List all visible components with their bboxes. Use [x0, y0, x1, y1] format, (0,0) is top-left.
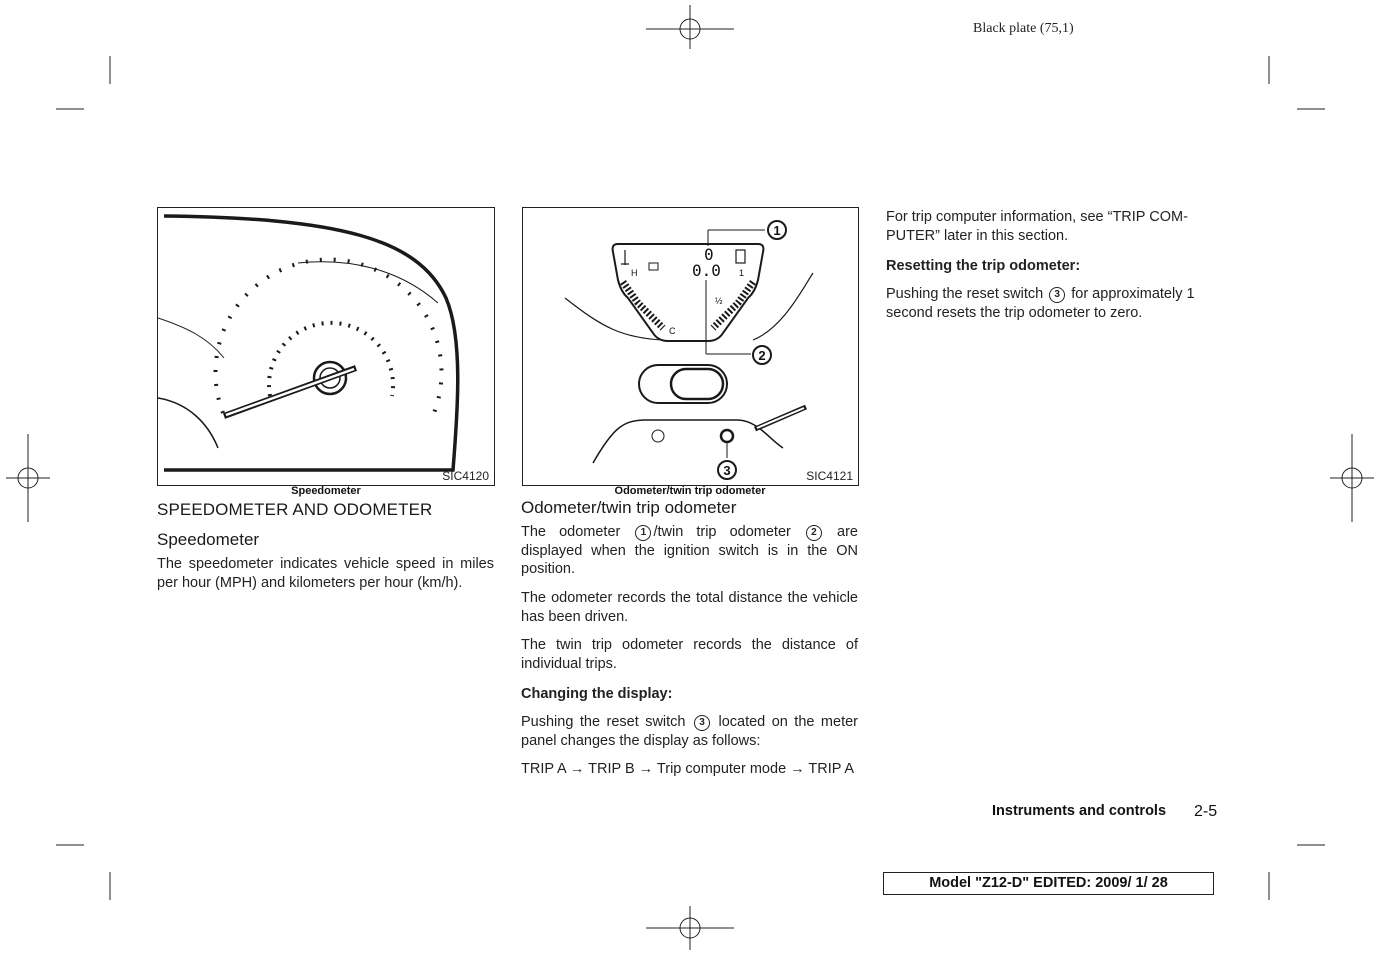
resetting-heading: Resetting the trip odometer:: [886, 258, 1081, 274]
odometer-paragraph-1: The odometer 1 /twin trip odometer 2 are displayed when the ignition switch is in the ON position.: [521, 524, 858, 577]
callout-ref-3: 3: [694, 715, 710, 731]
callout-ref-3: 3: [1049, 287, 1065, 303]
odometer-illustration: [523, 208, 858, 485]
callout-2: 2: [758, 348, 766, 363]
subheading-speedometer: Speedometer: [157, 530, 260, 549]
gauge-label-half: ½: [715, 296, 723, 306]
figure-code: SIC4120: [442, 469, 489, 483]
resetting-paragraph: Pushing the reset switch 3 for approximately 1 second resets the trip odometer to zero.: [886, 286, 1195, 321]
model-edited-box: Model "Z12-D" EDITED: 2009/ 1/ 28: [883, 872, 1214, 895]
odometer-digits: 0: [704, 245, 714, 264]
odometer-paragraph-2: The odometer records the total distance the vehicle has been driven.: [521, 590, 858, 625]
figure-caption-speedometer: Speedometer: [291, 485, 361, 497]
odometer-figure: [522, 207, 859, 486]
figure-code: SIC4121: [806, 469, 853, 483]
callout-3: 3: [723, 463, 731, 478]
changing-display-heading: Changing the display:: [521, 686, 673, 702]
footer-section-title: Instruments and controls: [992, 803, 1167, 819]
callout-ref-1: 1: [635, 525, 651, 541]
speedometer-paragraph: The speedometer indicates vehicle speed in miles per hour (MPH) and kilometers per hour (km/h).: [157, 556, 494, 591]
speedometer-illustration: [158, 208, 494, 485]
gauge-label-h: H: [631, 268, 638, 278]
odometer-paragraph-3: The twin trip odometer records the distance of individual trips.: [521, 637, 858, 672]
section-heading: SPEEDOMETER AND ODOMETER: [157, 500, 433, 519]
trip-computer-paragraph: For trip computer information, see “TRIP COM-PUTER” later in this section.: [886, 209, 1188, 244]
callout-1: 1: [773, 223, 781, 238]
gauge-label-c: C: [669, 326, 676, 336]
figure-caption-odometer: Odometer/twin trip odometer: [614, 485, 766, 497]
page-number: 2-5: [1194, 803, 1218, 820]
trip-digits: 0.0: [692, 261, 721, 280]
changing-display-paragraph: Pushing the reset switch 3 located on the meter panel changes the display as follows:: [521, 714, 858, 749]
subheading-odometer: Odometer/twin trip odometer: [521, 498, 737, 517]
display-sequence: TRIP A → TRIP B → Trip computer mode → TRIP A: [521, 761, 855, 777]
gauge-label-1: 1: [739, 268, 745, 278]
callout-ref-2: 2: [806, 525, 822, 541]
speedometer-figure: [157, 207, 495, 486]
plate-label: Black plate (75,1): [973, 21, 1074, 36]
